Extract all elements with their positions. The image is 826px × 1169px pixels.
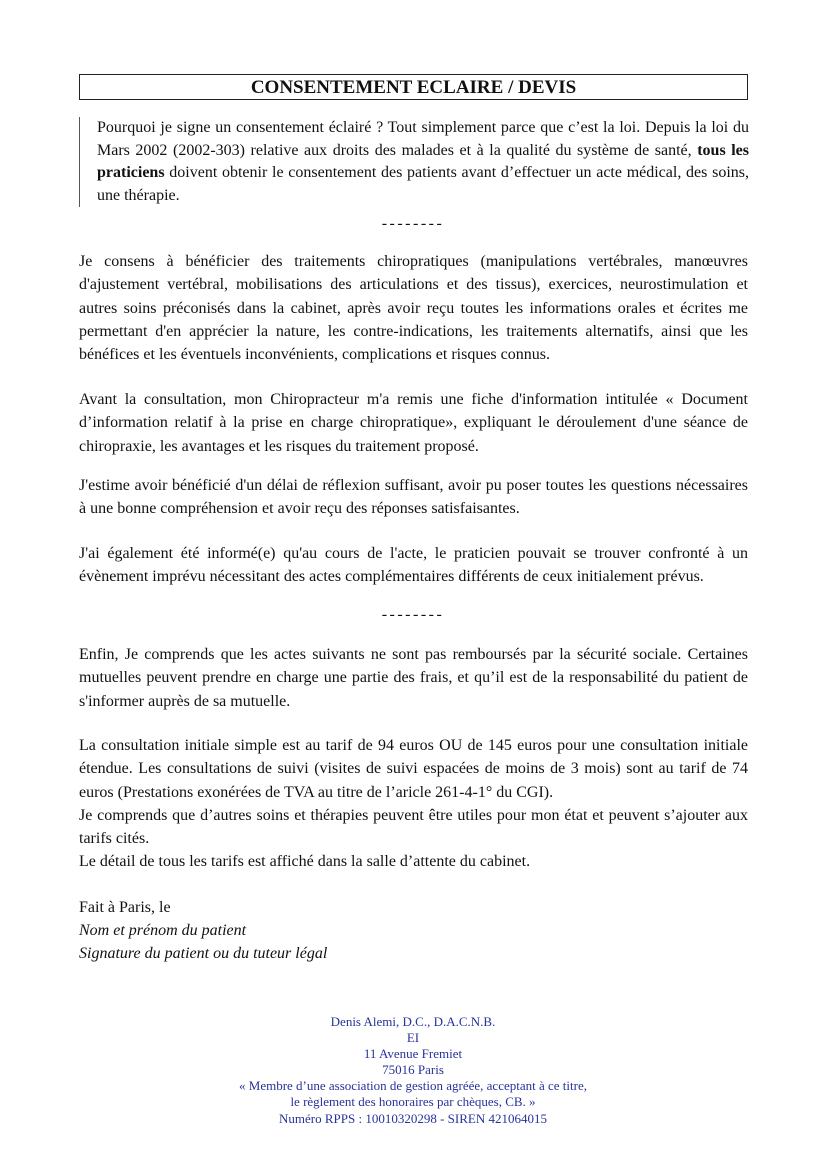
signature-place: Fait à Paris, le	[79, 899, 171, 916]
document-title: CONSENTEMENT ECLAIRE / DEVIS	[79, 74, 748, 100]
footer-street-address: 11 Avenue Fremiet	[363, 1046, 463, 1062]
footer-registration-numbers: Numéro RPPS : 10010320298 - SIREN 421064015	[279, 1110, 547, 1126]
paragraph-consent: Je consens à bénéficier des traitements chiropratiques (manipulations vertébrales, manœuvres d'ajustement vertébral, mobilisations des articulations et des tissus), exercices, neurostimulation et autres soins préconisés dans la cabinet, après avoir reçu toutes les informations orales et écrites me permettant d'en apprécier la nature, les contre-indications, les traitements alternatifs, ainsi que les bénéfices et les éventuels inconvénients, complications et risques connus.	[79, 253, 748, 364]
separator-1: --------	[381, 215, 445, 232]
paragraph-tariff-display: Le détail de tous les tarifs est affiché dans la salle d’attente du cabinet.	[79, 853, 531, 870]
paragraph-reflection: J'estime avoir bénéficié d'un délai de réflexion suffisant, avoir pu poser toutes les questions nécessaires à une bonne compréhension et avoir reçu des réponses satisfaisantes.	[79, 477, 748, 518]
paragraph-unforeseen-event: J'ai également été informé(e) qu'au cours de l'acte, le praticien pouvait se trouver confronté à un évènement imprévu nécessitant des actes complémentaires différents de ceux initialement prévus.	[79, 545, 748, 586]
practitioner-footer	[0, 1014, 826, 1127]
patient-signature-label: Signature du patient ou du tuteur légal	[79, 945, 328, 962]
paragraph-other-care: Je comprends que d’autres soins et thérapies peuvent être utiles pour mon état et peuvent s’ajouter aux tarifs cités.	[79, 807, 748, 848]
footer-practitioner-name: Denis Alemi, D.C., D.A.C.N.B.	[330, 1014, 496, 1029]
footer-payment-note: le règlement des honoraires par chèques, CB. »	[290, 1094, 536, 1110]
footer-legal-status: EI	[406, 1030, 420, 1046]
intro-text-end: doivent obtenir le consentement des patients avant d’effectuer un acte médical, des soins, une thérapie.	[97, 164, 749, 204]
intro-bold-text: tous les praticiens	[97, 141, 749, 181]
paragraph-reimbursement: Enfin, Je comprends que les actes suivants ne sont pas remboursés par la sécurité sociale. Certaines mutuelles peuvent prendre en charge une partie des frais, et qu’il est de la responsabilité du patient de s'informer auprès de sa mutuelle.	[79, 646, 748, 710]
paragraph-tariffs: La consultation initiale simple est au tarif de 94 euros OU de 145 euros pour une consultation initiale étendue. Les consultations de suivi (visites de suivi espacées de moins de 3 mois) sont au tarif de 74 euros (Prestations exonérées de TVA au titre de l’aricle 261-4-1° du CGI).	[79, 737, 748, 801]
patient-name-label: Nom et prénom du patient	[79, 922, 247, 939]
intro-text: Pourquoi je signe un consentement éclairé ? Tout simplement parce que c’est la loi. Depuis la loi du Mars 2002 (2002-303) relative aux droits des malades et à la qualité du système de santé,	[97, 119, 749, 159]
separator-2: --------	[381, 606, 445, 623]
footer-city: 75016 Paris	[382, 1062, 444, 1078]
footer-association-note: « Membre d’une association de gestion agréée, acceptant à ce titre,	[239, 1078, 587, 1094]
intro-quote	[79, 117, 749, 207]
paragraph-information-sheet: Avant la consultation, mon Chiropracteur m'a remis une fiche d'information intitulée « Document d’information relatif à la prise en charge chiropratique», expliquant le déroulement d'une séance de chiropraxie, les avantages et les risques du traitement proposé.	[79, 391, 748, 455]
